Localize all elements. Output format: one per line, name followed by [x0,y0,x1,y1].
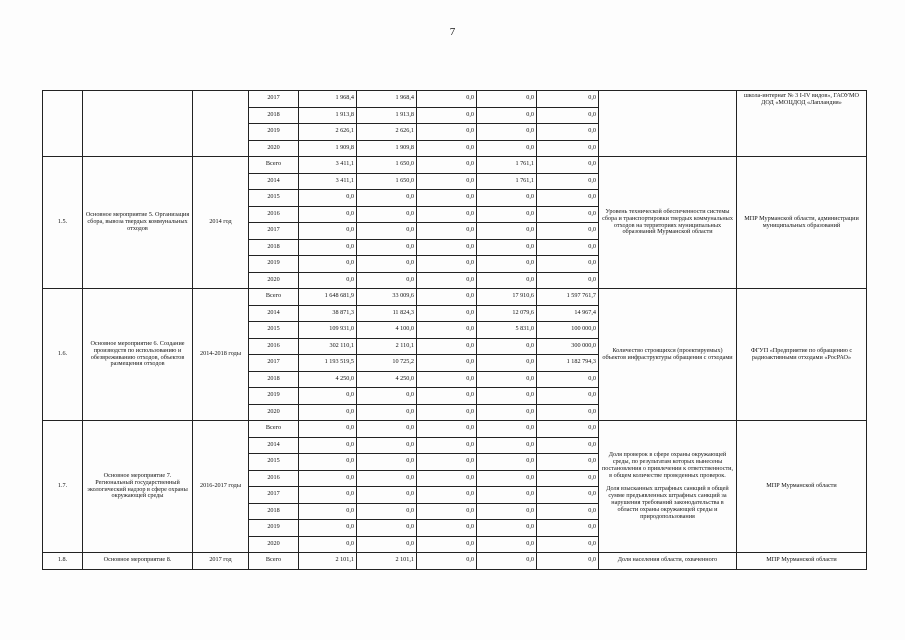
amount-cell: 0,0 [357,487,417,504]
year-cell: 2016 [249,338,299,355]
amount-cell: 1 650,0 [357,157,417,174]
amount-cell: 0,0 [537,206,599,223]
amount-cell: 0,0 [477,371,537,388]
year-cell: Всего [249,289,299,306]
amount-cell: 0,0 [299,256,357,273]
amount-cell: 0,0 [417,140,477,157]
amount-cell: 11 824,3 [357,305,417,322]
amount-cell: 0,0 [477,91,537,108]
year-cell: 2015 [249,454,299,471]
table-row [43,421,867,438]
amount-cell: 0,0 [299,536,357,553]
amount-cell: 0,0 [477,239,537,256]
amount-cell: 14 967,4 [537,305,599,322]
amount-cell: 0,0 [477,388,537,405]
amount-cell: 0,0 [477,223,537,240]
year-cell: Всего [249,553,299,570]
amount-cell: 0,0 [537,173,599,190]
amount-cell: 0,0 [299,388,357,405]
measure-name: Основное мероприятие 7. Региональный государственный экологический надзор в сфере охраны окружающей среды [83,421,193,553]
year-cell: 2019 [249,124,299,141]
amount-cell: 1 968,4 [357,91,417,108]
amount-cell: 0,0 [417,223,477,240]
amount-cell: 0,0 [357,437,417,454]
amount-cell: 1 761,1 [477,157,537,174]
amount-cell: 109 931,0 [299,322,357,339]
amount-cell: 0,0 [477,503,537,520]
amount-cell: 0,0 [299,487,357,504]
amount-cell: 1 650,0 [357,173,417,190]
amount-cell: 0,0 [357,421,417,438]
amount-cell: 0,0 [299,437,357,454]
amount-cell: 0,0 [357,223,417,240]
amount-cell: 0,0 [477,190,537,207]
amount-cell: 0,0 [477,421,537,438]
year-cell: 2015 [249,190,299,207]
amount-cell: 0,0 [299,190,357,207]
amount-cell: 0,0 [299,421,357,438]
year-cell: 2018 [249,107,299,124]
amount-cell: 0,0 [477,536,537,553]
amount-cell: 17 910,6 [477,289,537,306]
amount-cell: 0,0 [417,173,477,190]
year-cell: 2018 [249,239,299,256]
amount-cell: 0,0 [417,487,477,504]
indicator-cell [599,91,737,157]
amount-cell: 0,0 [537,190,599,207]
amount-cell: 0,0 [417,520,477,537]
amount-cell: 0,0 [417,256,477,273]
amount-cell: 0,0 [477,338,537,355]
year-cell: 2020 [249,140,299,157]
amount-cell: 1 761,1 [477,173,537,190]
year-cell: 2014 [249,173,299,190]
program-measures-table [42,90,867,570]
amount-cell: 4 100,0 [357,322,417,339]
measure-name: Основное мероприятие 8. [83,553,193,570]
amount-cell: 1 193 519,5 [299,355,357,372]
table-row [43,91,867,108]
amount-cell: 0,0 [537,107,599,124]
amount-cell: 1 913,8 [299,107,357,124]
amount-cell: 2 110,1 [357,338,417,355]
amount-cell: 0,0 [537,536,599,553]
amount-cell: 1 648 681,9 [299,289,357,306]
amount-cell: 0,0 [417,272,477,289]
year-cell: 2019 [249,520,299,537]
amount-cell: 3 411,1 [299,173,357,190]
amount-cell: 0,0 [417,91,477,108]
amount-cell: 0,0 [477,272,537,289]
measure-name [83,91,193,157]
year-cell: 2020 [249,272,299,289]
amount-cell: 0,0 [537,454,599,471]
amount-cell: 0,0 [477,553,537,570]
amount-cell: 0,0 [537,223,599,240]
amount-cell: 0,0 [357,404,417,421]
amount-cell: 0,0 [417,338,477,355]
amount-cell: 0,0 [357,256,417,273]
amount-cell: 0,0 [417,454,477,471]
amount-cell: 0,0 [417,107,477,124]
measure-name: Основное мероприятие 5. Организация сбора, вывоза твердых коммунальных отходов [83,157,193,289]
year-cell: 2019 [249,388,299,405]
amount-cell: 0,0 [477,487,537,504]
amount-cell: 4 250,0 [357,371,417,388]
amount-cell: 0,0 [537,91,599,108]
indicator-cell [599,289,737,421]
amount-cell: 0,0 [477,206,537,223]
amount-cell: 0,0 [417,470,477,487]
amount-cell: 0,0 [477,404,537,421]
indicator-cell [599,421,737,553]
amount-cell: 0,0 [299,503,357,520]
responsible-cell: школа-интернат № 3 I-IV видов», ГАОУМО ДОД «МОЦДОД «Лапландия» [737,91,867,157]
year-cell: 2017 [249,91,299,108]
year-cell: 2017 [249,223,299,240]
responsible-cell: МПР Мурманской области, администрации муниципальных образований [737,157,867,289]
amount-cell: 0,0 [299,454,357,471]
responsible-cell: МПР Мурманской области [737,421,867,553]
year-cell: 2015 [249,322,299,339]
year-cell: 2016 [249,470,299,487]
amount-cell: 0,0 [417,289,477,306]
amount-cell: 0,0 [357,190,417,207]
amount-cell: 0,0 [537,272,599,289]
amount-cell: 38 871,3 [299,305,357,322]
measure-term: 2017 год [193,553,249,570]
amount-cell: 0,0 [477,140,537,157]
amount-cell: 0,0 [417,322,477,339]
amount-cell: 0,0 [537,140,599,157]
amount-cell: 1 968,4 [299,91,357,108]
amount-cell: 0,0 [357,206,417,223]
table-row [43,289,867,306]
amount-cell: 0,0 [417,503,477,520]
amount-cell: 1 909,8 [299,140,357,157]
amount-cell: 0,0 [417,437,477,454]
amount-cell: 0,0 [477,470,537,487]
amount-cell: 0,0 [299,239,357,256]
amount-cell: 0,0 [417,536,477,553]
indicator-text: Количество строящихся (проектируемых) объектов инфраструктуры обращения с отходами [602,346,733,361]
amount-cell: 0,0 [417,355,477,372]
year-cell: 2019 [249,256,299,273]
amount-cell: 0,0 [417,124,477,141]
amount-cell: 0,0 [417,190,477,207]
measure-term: 2014-2018 годы [193,289,249,421]
amount-cell: 0,0 [417,404,477,421]
amount-cell: 0,0 [357,239,417,256]
amount-cell: 0,0 [537,124,599,141]
measure-index: 1.8. [43,553,83,570]
amount-cell: 300 000,0 [537,338,599,355]
amount-cell: 302 110,1 [299,338,357,355]
measure-name: Основное мероприятие 6. Создание производств по использованию и обезвреживанию отходов, объектов размещения отходов [83,289,193,421]
amount-cell: 0,0 [537,421,599,438]
amount-cell: 0,0 [299,404,357,421]
amount-cell: 0,0 [357,536,417,553]
page-number: 7 [449,26,456,38]
amount-cell: 12 079,6 [477,305,537,322]
indicator-cell [599,553,737,570]
amount-cell: 0,0 [537,157,599,174]
measure-term: 2016-2017 годы [193,421,249,553]
amount-cell: 0,0 [357,272,417,289]
indicator-text: Доля проверок в сфере охраны окружающей среды, по результатам которых вынесены постановления о привлечении к ответственности, в общем количестве проведенных проверок. [601,451,734,480]
amount-cell: 0,0 [299,520,357,537]
amount-cell: 0,0 [357,503,417,520]
table-row [43,157,867,174]
responsible-cell: МПР Мурманской области [737,553,867,570]
measure-term [193,91,249,157]
amount-cell: 0,0 [537,388,599,405]
amount-cell: 0,0 [477,520,537,537]
year-cell: Всего [249,421,299,438]
amount-cell: 1 909,8 [357,140,417,157]
amount-cell: 4 250,0 [299,371,357,388]
year-cell: 2017 [249,487,299,504]
amount-cell: 0,0 [417,388,477,405]
amount-cell: 10 725,2 [357,355,417,372]
year-cell: 2020 [249,536,299,553]
amount-cell: 0,0 [537,553,599,570]
amount-cell: 0,0 [537,470,599,487]
amount-cell: 0,0 [299,470,357,487]
amount-cell: 1 913,8 [357,107,417,124]
amount-cell: 1 597 761,7 [537,289,599,306]
amount-cell: 0,0 [417,239,477,256]
amount-cell: 0,0 [299,223,357,240]
amount-cell: 0,0 [357,470,417,487]
amount-cell: 2 626,1 [357,124,417,141]
amount-cell: 33 009,6 [357,289,417,306]
amount-cell: 0,0 [357,454,417,471]
amount-cell: 0,0 [299,206,357,223]
amount-cell: 0,0 [537,437,599,454]
amount-cell: 0,0 [417,421,477,438]
amount-cell: 0,0 [417,371,477,388]
amount-cell: 0,0 [477,355,537,372]
amount-cell: 2 101,1 [299,553,357,570]
amount-cell: 2 626,1 [299,124,357,141]
amount-cell: 0,0 [537,239,599,256]
year-cell: 2018 [249,371,299,388]
amount-cell: 0,0 [477,256,537,273]
amount-cell: 0,0 [357,520,417,537]
amount-cell: 0,0 [357,388,417,405]
amount-cell: 0,0 [417,157,477,174]
measure-index: 1.6. [43,289,83,421]
amount-cell: 0,0 [477,437,537,454]
amount-cell: 0,0 [537,371,599,388]
amount-cell: 100 000,0 [537,322,599,339]
amount-cell: 0,0 [299,272,357,289]
year-cell: 2016 [249,206,299,223]
year-cell: 2014 [249,305,299,322]
year-cell: 2018 [249,503,299,520]
indicator-text: Доля населения области, охваченного [617,556,718,564]
measure-index: 1.5. [43,157,83,289]
amount-cell: 5 831,0 [477,322,537,339]
measure-index: 1.7. [43,421,83,553]
amount-cell: 0,0 [537,256,599,273]
amount-cell: 0,0 [537,503,599,520]
table-row [43,553,867,570]
amount-cell: 2 101,1 [357,553,417,570]
amount-cell: 0,0 [537,520,599,537]
amount-cell: 3 411,1 [299,157,357,174]
indicator-text: Уровень технической обеспеченности системы сбора и транспортировки твердых коммунальных отходов на территориях муниципальных образований Мурманской области [602,207,733,236]
amount-cell: 0,0 [537,404,599,421]
indicator-cell [599,157,737,289]
measure-index [43,91,83,157]
amount-cell: 0,0 [537,487,599,504]
year-cell: 2014 [249,437,299,454]
year-cell: 2017 [249,355,299,372]
year-cell: Всего [249,157,299,174]
amount-cell: 0,0 [477,107,537,124]
amount-cell: 0,0 [477,454,537,471]
amount-cell: 0,0 [417,305,477,322]
responsible-cell: ФГУП «Предприятие по обращению с радиоактивными отходами «РосРАО» [737,289,867,421]
amount-cell: 0,0 [417,206,477,223]
year-cell: 2020 [249,404,299,421]
amount-cell: 0,0 [477,124,537,141]
amount-cell: 0,0 [417,553,477,570]
amount-cell: 1 182 794,3 [537,355,599,372]
measure-term: 2014 год [193,157,249,289]
indicator-text: Доля взысканных штрафных санкций в общей сумме предъявленных штрафных санкций за нарушения требований законодательства в области охраны окружающей среды и природопользования [606,485,729,520]
